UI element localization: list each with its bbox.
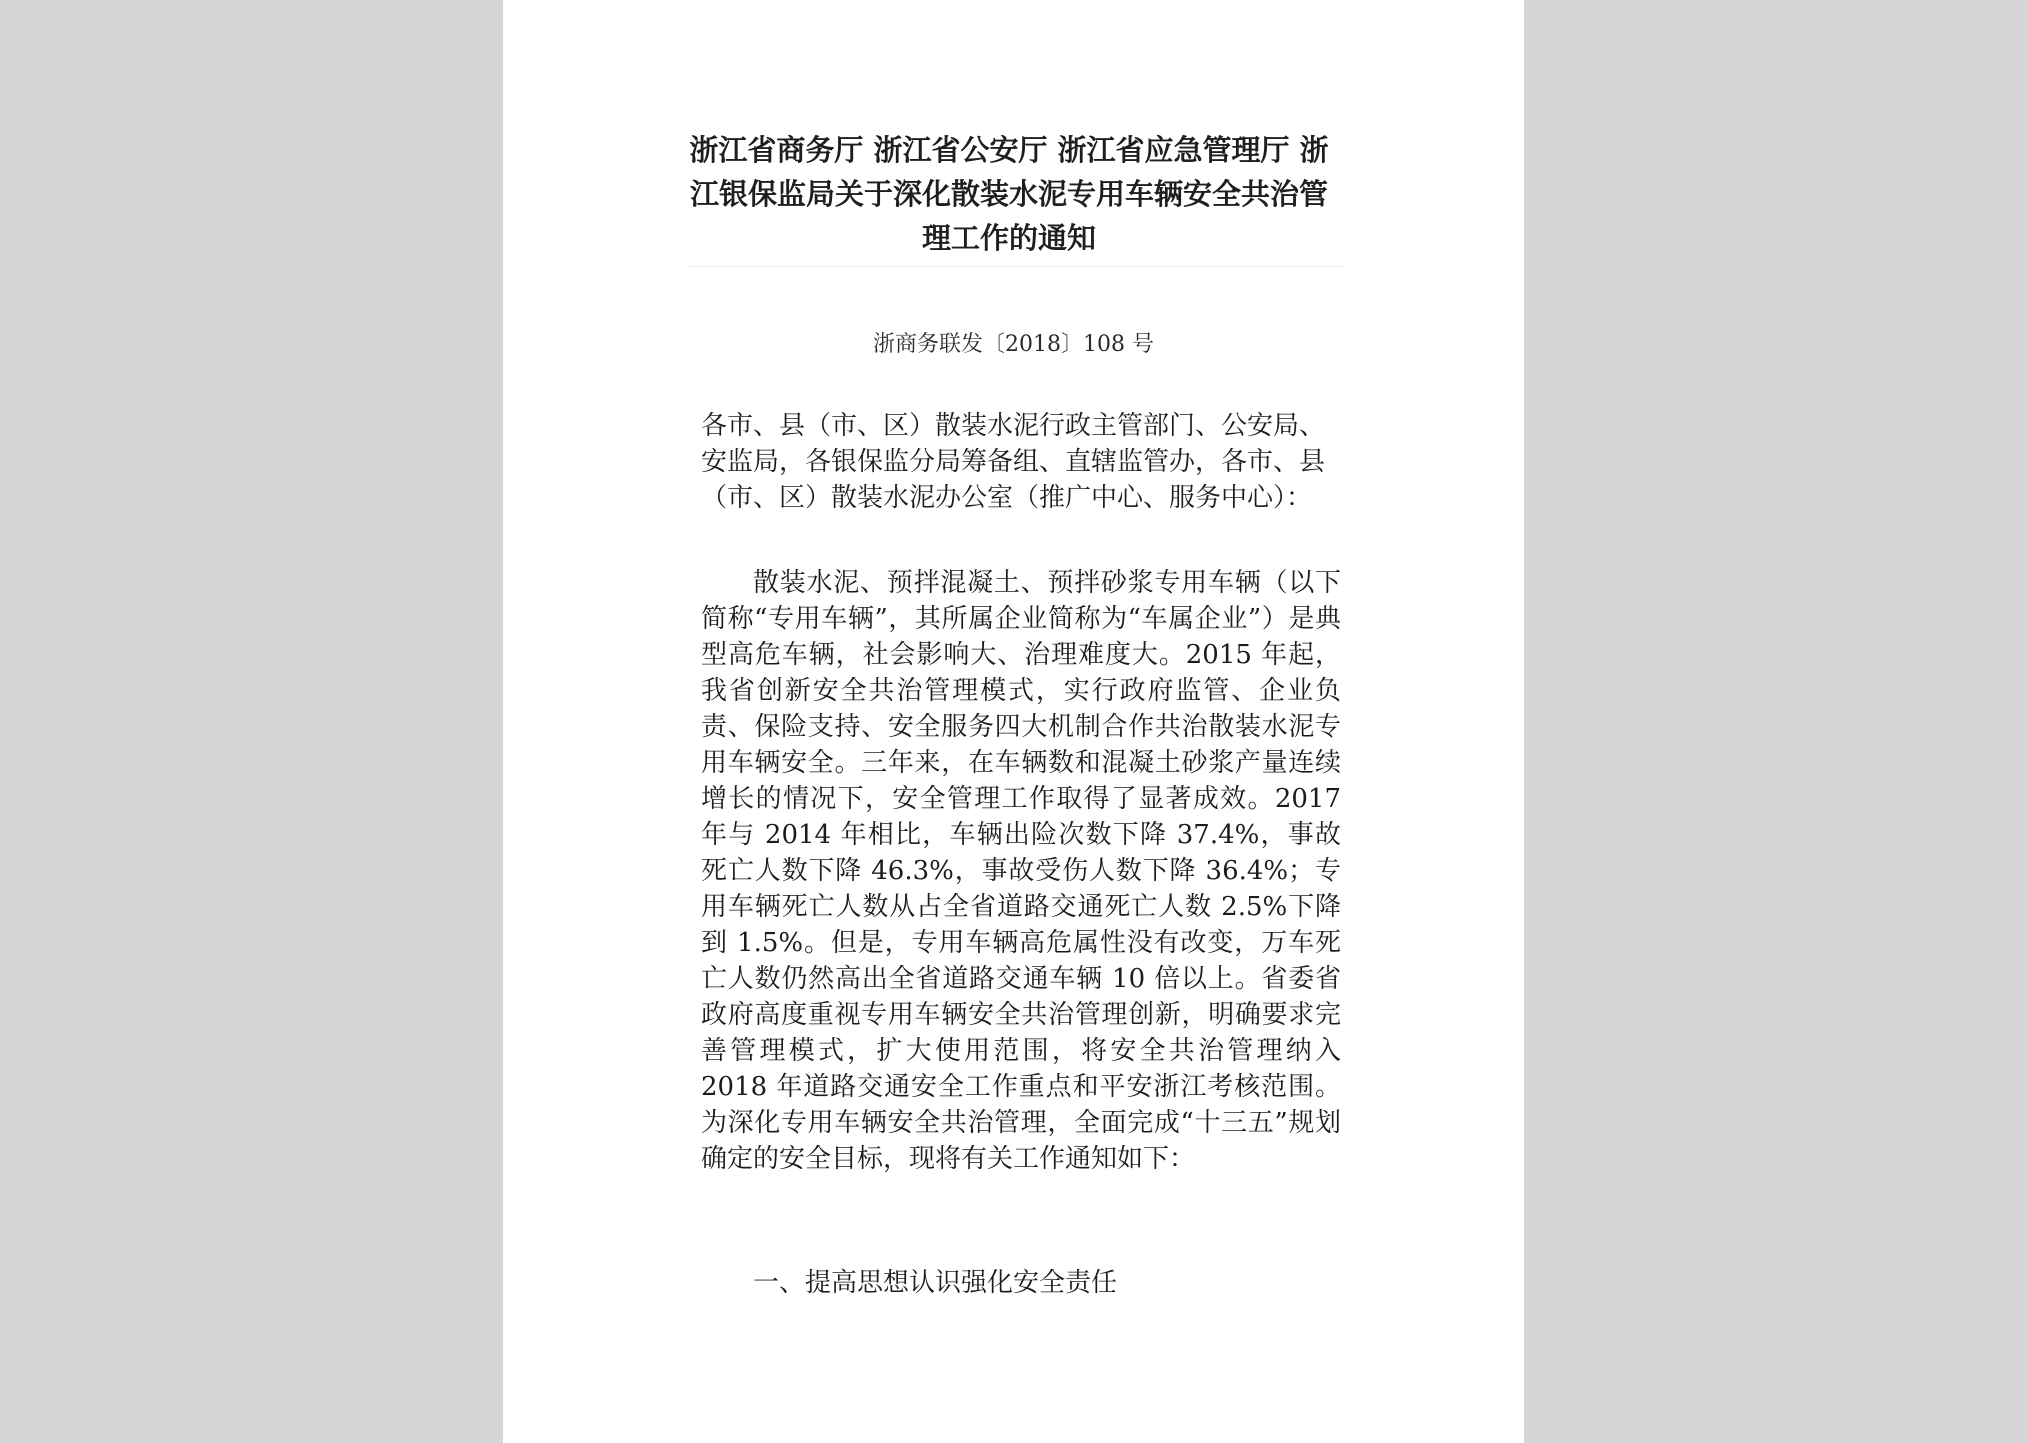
section-heading: 一、提高思想认识强化安全责任 xyxy=(753,1268,1118,1298)
title-divider xyxy=(686,266,1346,267)
body-paragraph: 散装水泥、预拌混凝土、预拌砂浆专用车辆（以下简称“专用车辆”，其所属企业简称为“车属企业”）是典型高危车辆，社会影响大、治理难度大。2015 年起，我省创新安全共治管理模式，实行政府监管、企业负责、保险支持、安全服务四大机制合作共治散装水泥专用车辆安全。三年来，在车辆数和混凝土砂浆产量连续增长的情况下，安全管理工作取得了显著成效。2017 年与 2014 年相比，车辆出险次数下降 37.4%，事故死亡人数下降 46.3%，事故受伤人数下降 36.4%；专用车辆死亡人数从占全省道路交通死亡人数 2.5%下降到 1.5%。但是，专用车辆高危属性没有改变，万车死亡人数仍然高出全省道路交通车辆 10 倍以上。省委省政府高度重视专用车辆安全共治管理创新，明确要求完善管理模式，扩大使用范围，将安全共治管理纳入 2018 年道路交通安全工作重点和平安浙江考核范围。为深化专用车辆安全共治管理，全面完成“十三五”规划确定的安全目标，现将有关工作通知如下： xyxy=(701,568,1341,1174)
document-number: 浙商务联发〔2018〕108 号 xyxy=(873,332,1154,357)
document-page xyxy=(503,0,1524,1443)
document-title: 浙江省商务厅 浙江省公安厅 浙江省应急管理厅 浙江银保监局关于深化散装水泥专用车辆安全共治管理工作的通知 xyxy=(689,133,1329,255)
salutation: 各市、县（市、区）散装水泥行政主管部门、公安局、安监局，各银保监分局筹备组、直辖监管办，各市、县（市、区）散装水泥办公室（推广中心、服务中心）： xyxy=(701,411,1326,513)
